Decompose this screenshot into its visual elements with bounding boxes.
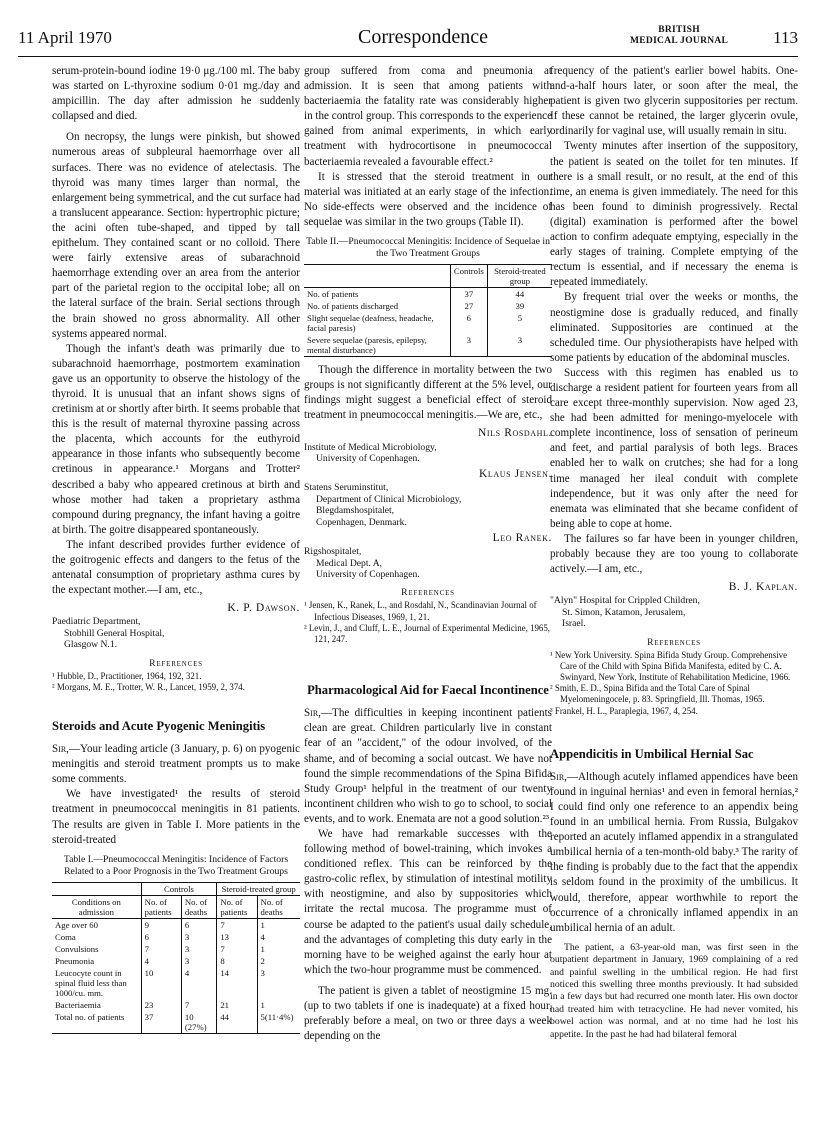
salutation: Sir, [52,743,69,756]
table-cell: 7 [217,918,257,931]
affiliation-line: Rigshospitalet, [304,546,362,558]
table-row [52,931,300,943]
paragraph: serum-protein-bound iodine 19·0 μg./100 ml. The baby was started on L-thyroxine sodium 0·01 mg./day and ampicillin. The day after admission he suddenly collapsed and died. [52,65,300,123]
reference: ¹ Jensen, K., Ranek, L., and Rosdahl, N., Scandinavian Journal of Infectious Diseases, 1969, 1, 21. [304,600,537,622]
table-cell: Severe sequelae (paresis, epilepsy, mental disturbance) [304,334,450,357]
table-row [304,334,552,357]
table-cell: 44 [217,1011,257,1034]
signature: B. J. Kaplan. [728,581,798,594]
reference: ³ Frankel, H. L., Paraplegia, 1967, 4, 254. [550,705,698,716]
table-header: No. of deaths [181,895,216,918]
table-cell: 3 [487,334,552,357]
signature: Nils Rosdahl. [478,427,552,440]
table-cell: 7 [217,943,257,955]
table-header: Controls [450,265,487,288]
section-title: Correspondence [358,26,488,48]
table-cell: 3 [257,967,300,999]
paragraph: The infant described provides further evidence of the goitrogenic effects and dangers to the fetus of the antenatal consumption of proprietary asthma cures by the expectant mother.—I am, etc., [52,538,300,597]
table-cell: No. of patients discharged [307,301,399,312]
table-1 [52,882,300,1034]
table-cell: 27 [450,300,487,312]
table-cell: 7 [181,999,216,1011]
affiliation-line: Glasgow N.1. [64,639,118,651]
table-header: Steroid-treated group [487,265,552,288]
paragraph: The patient is given a tablet of neostigmine 15 mg. (up to two tablets if one is inadequate) at a fixed hour, preferably before a meal, on two or three days a week depending on the [304,984,552,1043]
journal-name-line1: BRITISH [658,25,700,35]
reference: ² Morgans, M. E., Trotter, W. R., Lancet, 1959, 2, 374. [52,681,245,692]
table-cell: Leucocyte count in spinal fluid less than 1000/cu. mm. [55,967,127,998]
table-row [52,1011,300,1034]
article-title: Steroids and Acute Pyogenic Meningitis [52,719,266,734]
table-header: Conditions on admission [52,895,141,918]
table-cell: 5(11·4%) [257,1011,300,1034]
paragraph: We have had remarkable successes with the following method of bowel-training, which invokes a conditioned reflex. This can be reinforced by the gastro-colic reflex, by stimulation of intestinal motility with neostigmine, and also by suppositories which irritate the rectal mucosa. The programme must of course be adapted to the patient's usual daily schedule, and the advantages of completing this duty early in the morning have to be weighed against the early hour at which the two-hour programme must be commenced. [304,828,552,976]
table-cell: 3 [181,955,216,967]
paragraph: —Your leading article (3 January, p. 6) on pyogenic meningitis and steroid treatment prompts us to make some comments. [52,743,300,786]
salutation: Sir, [550,770,567,783]
affiliation [304,442,552,465]
table-cell: 39 [487,300,552,312]
affiliation-line: Medical Dept. A, [316,557,383,569]
affiliation-line: Copenhagen, Denmark. [316,516,407,528]
table-cell: 6 [141,931,181,943]
signature: K. P. Dawson. [227,602,300,615]
paragraph: On necropsy, the lungs were pinkish, but showed numerous areas of subpleural haemorrhage over all surfaces. There was no evidence of atelectasis. The thyroid was many times larger than normal, the enlargement being symmetrical, and the cut surface had a translucent appearance. Section: hypertrophic picture; the acini often tube-shaped, and tipped by tall epithelum. They contained scant or no colloid. There were fairly extensive areas of subarachnoid haemorrhage extending over an area from the anterior part of the parietal region to the occipital lobe; all on the lateral surface of the brain. Serial sections through the brain showed no gross abnormality. All other systems appeared normal. [52,131,300,340]
affiliation-line: Institute of Medical Microbiology, [304,441,437,453]
table-row [52,967,300,999]
paragraph: Though the difference in mortality between the two groups is not significantly different at the 5% level, our findings might suggest a beneficial effect of steroid treatment in pneumococcal meningitis.—We are, etc., [304,364,552,422]
table-row [304,300,552,312]
table-cell: 4 [257,931,300,943]
table-cell: 7 [141,943,181,955]
table-cell: No. of patients [307,289,359,300]
table-cell: 10 (27%) [181,1011,216,1034]
table-cell: 23 [141,999,181,1011]
table-cell: 9 [141,918,181,931]
table-header: No. of deaths [257,895,300,918]
article-title: Appendicitis in Umbilical Hernial Sac [550,746,754,761]
table-caption: Table I.—Pneumococcal Meningitis: Incidence of Factors Related to a Poor Prognosis in the Two Treatment Groups [63,853,289,877]
affiliation-line: Department of Clinical Microbiology, [316,493,462,505]
table-cell: Total no. of patients [52,1011,141,1034]
references-heading: References [401,587,455,599]
table-2-body [304,288,552,357]
affiliation-line: University of Copenhagen. [316,568,420,580]
table-cell: 14 [217,967,257,999]
table-cell: Bacteriaemia [55,999,101,1010]
table-cell: 6 [181,918,216,931]
header-rule [18,56,798,57]
table-cell: 1 [257,943,300,955]
references-heading: References [149,657,203,669]
paragraph: frequency of the patient's earlier bowel habits. One-and-a-half hours later, or soon after the meal, the patient is given two glycerin suppositories per rectum. If these cannot be retained, the larger glycerin ovule, ordinarily for vaginal use, will usually remain in situ. [550,65,798,138]
table-cell: Pneumonia [55,955,95,966]
table-row [304,312,552,334]
table-cell: 10 [141,967,181,999]
table-cell: 44 [487,288,552,301]
table-cell: 8 [217,955,257,967]
table-cell: 6 [450,312,487,334]
paragraph: —The difficulties in keeping incontinent patients clean are great. Children particularly live in constant fear of an "accident," of the odour involved, of the shame, and of becoming a social outcast. We have not found the simple recommendations of the Spina Bifida Study Group¹ helpful in the treatment of our twenty incontinent children who wish to go to school, to social events, and to work. Enemata are not a good solution.²³ [304,707,552,825]
signature: Leo Ranek. [492,532,552,545]
reference: ¹ Hubble, D., Practitioner, 1964, 192, 321. [52,670,202,681]
table-cell: 3 [450,334,487,357]
table-cell: 21 [217,999,257,1011]
table-header: Steroid-treated group [217,882,300,895]
affiliation [304,482,552,528]
table-2 [304,264,552,357]
table-caption: Table II.—Pneumococcal Meningitis: Incidence of Sequelae in the Two Treatment Groups [306,236,550,260]
affiliation-line: Paediatric Department, [52,616,141,628]
table-cell: 5 [487,312,552,334]
table-cell: 1 [257,918,300,931]
column-2 [304,64,552,1044]
affiliation [550,595,798,629]
table-cell: 13 [217,931,257,943]
column-3 [550,64,798,1041]
table-cell: 37 [450,288,487,301]
table-row [52,918,300,931]
column-1 [52,64,300,1034]
table-header: No. of patients [141,895,181,918]
table-header [52,882,141,895]
table-cell: Slight sequelae (deafness, headache, facial paresis) [307,313,434,334]
table-cell: 2 [257,955,300,967]
table-header: No. of patients [217,895,257,918]
paragraph: Success with this regimen has enabled us to discharge a resident patient for fourteen years from all care except three-monthly supervision. Now aged 23, she had been admitted for meningo-myelocele with complete incontinence, loss of sensation of perineum and feet, and partial paralysis of both legs. Braces enabled her to walk on crutches; she had for a long time managed her ileal conduit with complete independence, but it was only after the need for enemata was eliminated that she became confident of being able to cope at home. [550,366,798,530]
table-cell: 37 [141,1011,181,1034]
table-cell: Convulsions [55,943,99,954]
affiliation-line: Blegdamshospitalet, [316,505,395,517]
table-cell: Coma [55,931,76,942]
table-header: Controls [141,882,217,895]
paragraph: Though the infant's death was primarily due to subarachnoid haemorrhage, postmortem examination gave us an opportunity to observe the histology of the thyroid. It is unusual that an infant shows signs of cretinism at or shortly after birth. It seems probable that this is the result of maternal thyroxine passing across the placenta, which accounts for the euthyroid appearance in those infants who subsequently become cretinous in appearance.¹ Morgans and Trotter² described a baby who appeared cretinous at birth and whose mother had taken a proprietary asthma compound during pregnancy, the infant having a goitre at birth. The goitre disappeared spontaneously. [52,342,300,536]
table-cell: 4 [181,967,216,999]
table-cell: 4 [141,955,181,967]
affiliation-line: St. Simon, Katamon, Jerusalem, [562,606,686,618]
affiliation-line: University of Copenhagen. [316,452,420,464]
signature: Klaus Jensen. [479,468,552,481]
table-cell: 3 [181,943,216,955]
affiliation [52,616,300,650]
affiliation [304,546,552,580]
salutation: Sir, [304,707,321,720]
table-1-body [52,918,300,1033]
page-number: 113 [773,28,798,47]
reference: ¹ New York University. Spina Bifida Study Group. Comprehensive Care of the Child with Spina Bifida Manifesta, edited by C. A. Swinyard, New York, Institute of Rehabilitation Medicine, 1966. [550,649,791,682]
issue-date: 11 April 1970 [18,28,112,47]
table-cell: 1 [257,999,300,1011]
affiliation-line: Stobhill General Hospital, [64,627,165,639]
page-header [18,22,798,60]
article-title: Pharmacological Aid for Faecal Incontinence [307,683,549,698]
affiliation-line: Statens Seruminstitut, [304,482,389,494]
paragraph: The failures so far have been in younger children, probably because they are too young to collaborate actively.—I am, etc., [550,532,798,576]
paragraph: Twenty minutes after insertion of the suppository, the patient is seated on the toilet for ten minutes. If there is a small result, or no result, at the end of this time, an enema is given immediately. The need for this has been found to diminish progressively. Rectal (digital) examination is performed after the bowel action to confirm adequate emptying, especially in the early stages of training. Complete emptying of the rectum is essential, and if necessary the enema is repeated immediately. [550,140,798,289]
paragraph: The patient, a 63-year-old man, was first seen in the outpatient department in January, 1969 complaining of a red and painful swelling in the umbilical region. He had first noticed this swelling three months previously. It had subsided in a few days but had recurred one month later. His own doctor had treated him with tetracycline. He had never vomited, his bowel action was normal, and at no time had he lost his appetite. In the past he had had bilateral femoral [550,941,798,1040]
affiliation-line: "Alyn" Hospital for Crippled Children, [550,595,700,607]
paragraph: —Although acutely inflamed appendices have been found in inguinal hernias¹ and even in femoral hernias,² I could find only one reference to an appendix being found in an umbilical hernia. From Russia, Bulgakov reported an acutely inflamed appendix in a strangulated umbilical hernia of a ten-month-old baby.³ The rarity of the finding is probably due to the fact that the appendix is seldom found in the proximity of the umbilicus. It would, therefore, appear worthwhile to report the occurrence of a chronically inflamed appendix in an umbilical hernia of an adult. [550,770,798,934]
paragraph: It is stressed that the steroid treatment in our material was initiated at an early stage of the infection. No side-effects were observed and the incidence of sequelae was similar in the two groups (Table II). [304,170,552,228]
paragraph: By frequent trial over the weeks or months, the neostigmine dose is gradually reduced, and finally eliminated. Suppositories are continued at the scheduled time. Our physiotherapists have helped with some patients by education of the abdominal muscles. [550,291,798,364]
table-row [52,943,300,955]
journal-name-line2: MEDICAL JOURNAL [630,36,729,46]
table-cell: 3 [181,931,216,943]
table-row [52,999,300,1011]
reference: ² Levin, J., and Cluff, L. E., Journal of Experimental Medicine, 1965, 121, 247. [304,622,551,645]
table-row [304,288,552,301]
table-cell: Age over 60 [55,919,98,930]
paragraph: group suffered from coma and pneumonia at admission. It is seen that among patients with bacteriaemia the fatality rate was considerably higher in the control group. This corresponds to the experience gained from animal experiments, in which early treatment with hydrocortisone in pneumococcal bacteriaemia revealed a favourable effect.² [304,65,552,168]
paragraph: We have investigated¹ the results of steroid treatment in pneumococcal meningitis in 81 patients. The results are given in Table I. More patients in the steroid-treated [52,788,300,846]
table-header [304,265,450,288]
journal-name [630,25,728,47]
references-heading: References [647,636,701,648]
reference: ² Smith, E. D., Spina Bifida and the Total Care of Spinal Myelomeningocele, p. 83. Springfield, Ill. Thomas, 1965. [550,683,765,705]
table-row [52,955,300,967]
affiliation-line: Israel. [562,618,586,630]
